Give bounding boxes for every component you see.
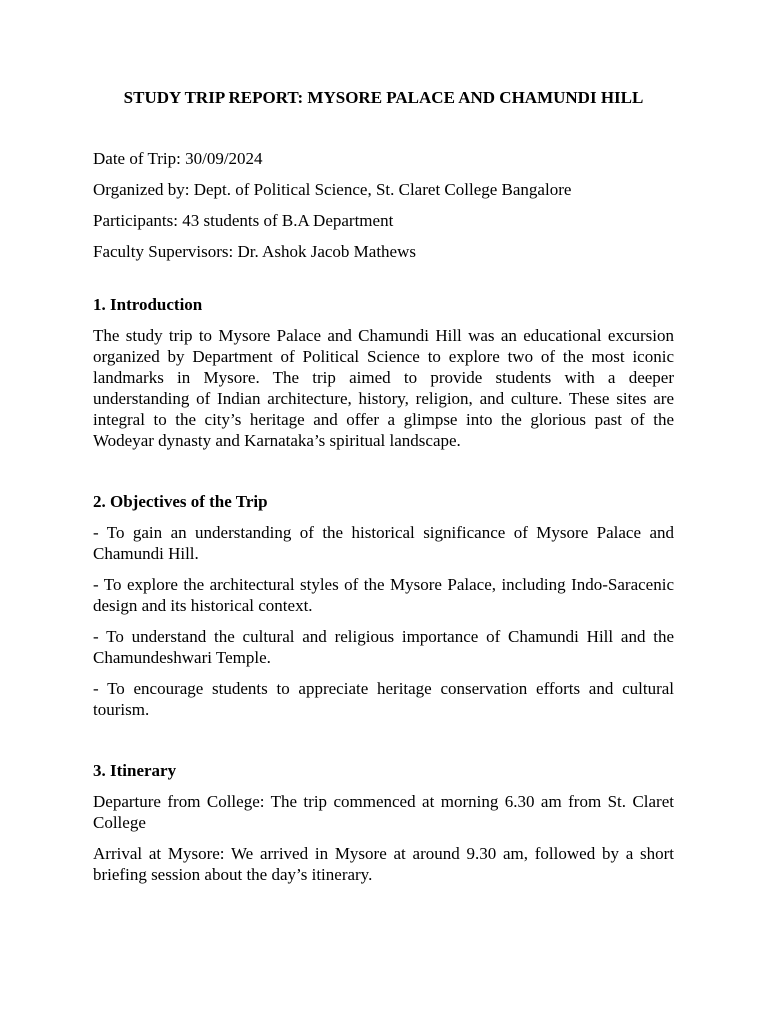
participants-label: Participants: [93,211,178,230]
trip-date-label: Date of Trip: [93,149,181,168]
itinerary-item: Departure from College: The trip commenced at morning 6.30 am from St. Claret College [93,792,674,832]
introduction-heading: 1. Introduction [93,295,203,314]
objective-item: - To gain an understanding of the historical significance of Mysore Palace and Chamundi Hill. [93,523,674,563]
introduction-section [93,294,674,451]
objectives-section [93,491,674,720]
objectives-heading: 2. Objectives of the Trip [93,492,268,511]
trip-date-value: 30/09/2024 [185,149,263,168]
participants [93,210,674,232]
faculty-supervisors-value: Dr. Ashok Jacob Mathews [237,242,416,261]
itinerary-item: Arrival at Mysore: We arrived in Mysore at around 9.30 am, followed by a short briefing session about the day’s itinerary. [93,844,674,884]
objective-item: - To explore the architectural styles of the Mysore Palace, including Indo-Saracenic design and its historical context. [93,575,674,615]
participants-value: 43 students of B.A Department [182,211,394,230]
itinerary-list [93,791,674,885]
itinerary-heading: 3. Itinerary [93,761,177,780]
objectives-list [93,522,674,720]
itinerary-section [93,760,674,885]
document-page [93,86,674,895]
faculty-supervisors-label: Faculty Supervisors: [93,242,234,261]
report-title: STUDY TRIP REPORT: MYSORE PALACE AND CHAMUNDI HILL [123,88,644,107]
objective-item: - To understand the cultural and religious importance of Chamundi Hill and the Chamundeshwari Temple. [93,627,674,667]
introduction-paragraph: The study trip to Mysore Palace and Chamundi Hill was an educational excursion organized by Department of Political Science to explore two of the most iconic landmarks in Mysore. The trip aimed to provide students with a deeper understanding of Indian architecture, history, religion, and culture. These sites are integral to the city’s heritage and offer a glimpse into the glorious past of the Wodeyar dynasty and Karnataka’s spiritual landscape. [93,326,674,450]
trip-date [93,148,674,170]
organizer-value: Dept. of Political Science, St. Claret College Bangalore [193,180,572,199]
organizer [93,179,674,201]
faculty-supervisors [93,241,674,263]
trip-details [93,148,674,263]
objective-item: - To encourage students to appreciate heritage conservation efforts and cultural tourism. [93,679,674,719]
organizer-label: Organized by: [93,180,190,199]
